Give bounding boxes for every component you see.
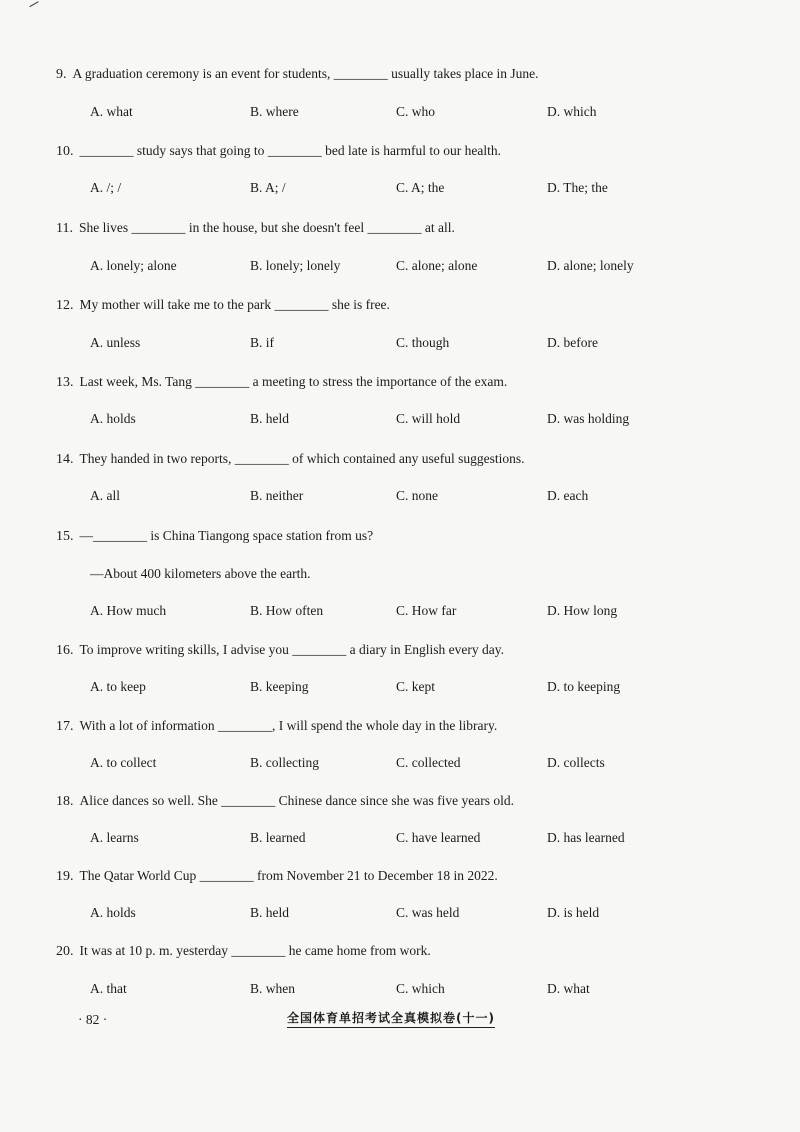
question-number: 15. — [56, 529, 74, 544]
option-c[interactable]: C. have learned — [396, 830, 481, 845]
option-c[interactable]: C. kept — [396, 679, 435, 694]
option-b[interactable]: B. lonely; lonely — [250, 258, 341, 273]
option-a[interactable]: A. How much — [90, 603, 167, 618]
option-a[interactable]: A. all — [90, 488, 120, 503]
option-c[interactable]: C. collected — [396, 755, 461, 770]
option-c[interactable]: C. will hold — [396, 411, 461, 426]
question-text: To improve writing skills, I advise you ________ a diary in English every day. — [79, 642, 504, 657]
option-b[interactable]: B. learned — [250, 830, 306, 845]
question-number: 12. — [56, 298, 74, 313]
question-number: 18. — [56, 794, 74, 809]
question-number: 14. — [56, 452, 74, 467]
option-d[interactable]: D. collects — [547, 755, 605, 770]
option-b[interactable]: B. neither — [250, 488, 304, 503]
question-number: 20. — [56, 944, 74, 959]
option-d[interactable]: D. each — [547, 488, 589, 503]
option-c[interactable]: C. which — [396, 981, 445, 996]
option-b[interactable]: B. A; / — [250, 180, 286, 195]
option-d[interactable]: D. before — [547, 335, 598, 350]
option-a[interactable]: A. unless — [90, 335, 141, 350]
option-d[interactable]: D. was holding — [547, 411, 630, 426]
question-14 — [56, 451, 525, 468]
question-number: 10. — [56, 144, 74, 159]
question-13 — [56, 374, 507, 391]
question-text: The Qatar World Cup ________ from November 21 to December 18 in 2022. — [79, 868, 498, 883]
option-c[interactable]: C. though — [396, 335, 450, 350]
footer-title: 全国体育单招考试全真模拟卷(十一) — [287, 1009, 495, 1028]
option-b[interactable]: B. when — [250, 981, 295, 996]
question-text: With a lot of information ________, I will spend the whole day in the library. — [79, 718, 498, 733]
question-11 — [56, 220, 455, 237]
option-a[interactable]: A. that — [90, 981, 127, 996]
question-number: 17. — [56, 719, 74, 734]
option-d[interactable]: D. The; the — [547, 180, 608, 195]
option-b[interactable]: B. How often — [250, 603, 324, 618]
question-number: 16. — [56, 643, 74, 658]
option-c[interactable]: C. A; the — [396, 180, 445, 195]
option-b[interactable]: B. held — [250, 411, 289, 426]
question-20 — [56, 943, 431, 960]
question-text: Alice dances so well. She ________ Chinese dance since she was five years old. — [79, 793, 515, 808]
option-d[interactable]: D. to keeping — [547, 679, 621, 694]
question-text: —________ is China Tiangong space station from us? — [79, 528, 374, 543]
option-c[interactable]: C. alone; alone — [396, 258, 478, 273]
option-a[interactable]: A. learns — [90, 830, 139, 845]
option-c[interactable]: C. none — [396, 488, 438, 503]
question-text: A graduation ceremony is an event for students, ________ usually takes place in June. — [72, 66, 539, 81]
question-text: Last week, Ms. Tang ________ a meeting to stress the importance of the exam. — [79, 374, 508, 389]
question-16 — [56, 642, 504, 659]
question-10 — [56, 143, 501, 160]
option-d[interactable]: D. has learned — [547, 830, 625, 845]
option-a[interactable]: A. what — [90, 104, 133, 119]
question-number: 19. — [56, 869, 74, 884]
question-19 — [56, 868, 498, 885]
option-d[interactable]: D. which — [547, 104, 597, 119]
option-b[interactable]: B. if — [250, 335, 275, 350]
question-text: ________ study says that going to ________ bed late is harmful to our health. — [79, 143, 501, 158]
option-c[interactable]: C. was held — [396, 905, 460, 920]
option-a[interactable]: A. holds — [90, 905, 136, 920]
question-15 — [56, 528, 373, 545]
option-c[interactable]: C. How far — [396, 603, 457, 618]
option-d[interactable]: D. what — [547, 981, 590, 996]
option-a[interactable]: A. lonely; alone — [90, 258, 177, 273]
page-number: · 82 · — [78, 1012, 108, 1027]
option-b[interactable]: B. where — [250, 104, 299, 119]
option-b[interactable]: B. keeping — [250, 679, 309, 694]
question-number: 13. — [56, 375, 74, 390]
option-b[interactable]: B. held — [250, 905, 289, 920]
question-15-reply: —About 400 kilometers above the earth. — [90, 566, 311, 581]
option-a[interactable]: A. holds — [90, 411, 136, 426]
option-a[interactable]: A. /; / — [90, 180, 122, 195]
question-17 — [56, 718, 497, 735]
option-d[interactable]: D. How long — [547, 603, 618, 618]
question-text: They handed in two reports, ________ of which contained any useful suggestions. — [79, 451, 525, 466]
question-number: 9. — [56, 67, 67, 82]
question-text: My mother will take me to the park ________ she is free. — [79, 297, 390, 312]
option-a[interactable]: A. to keep — [90, 679, 146, 694]
option-d[interactable]: D. is held — [547, 905, 600, 920]
option-c[interactable]: C. who — [396, 104, 436, 119]
corner-scan-mark — [27, 0, 38, 7]
option-a[interactable]: A. to collect — [90, 755, 157, 770]
question-text: It was at 10 p. m. yesterday ________ he came home from work. — [79, 943, 431, 958]
option-b[interactable]: B. collecting — [250, 755, 319, 770]
question-18 — [56, 793, 514, 810]
question-12 — [56, 297, 390, 314]
option-d[interactable]: D. alone; lonely — [547, 258, 634, 273]
question-text: She lives ________ in the house, but she doesn't feel ________ at all. — [78, 220, 455, 235]
question-number: 11. — [56, 221, 73, 236]
question-9 — [56, 66, 539, 83]
